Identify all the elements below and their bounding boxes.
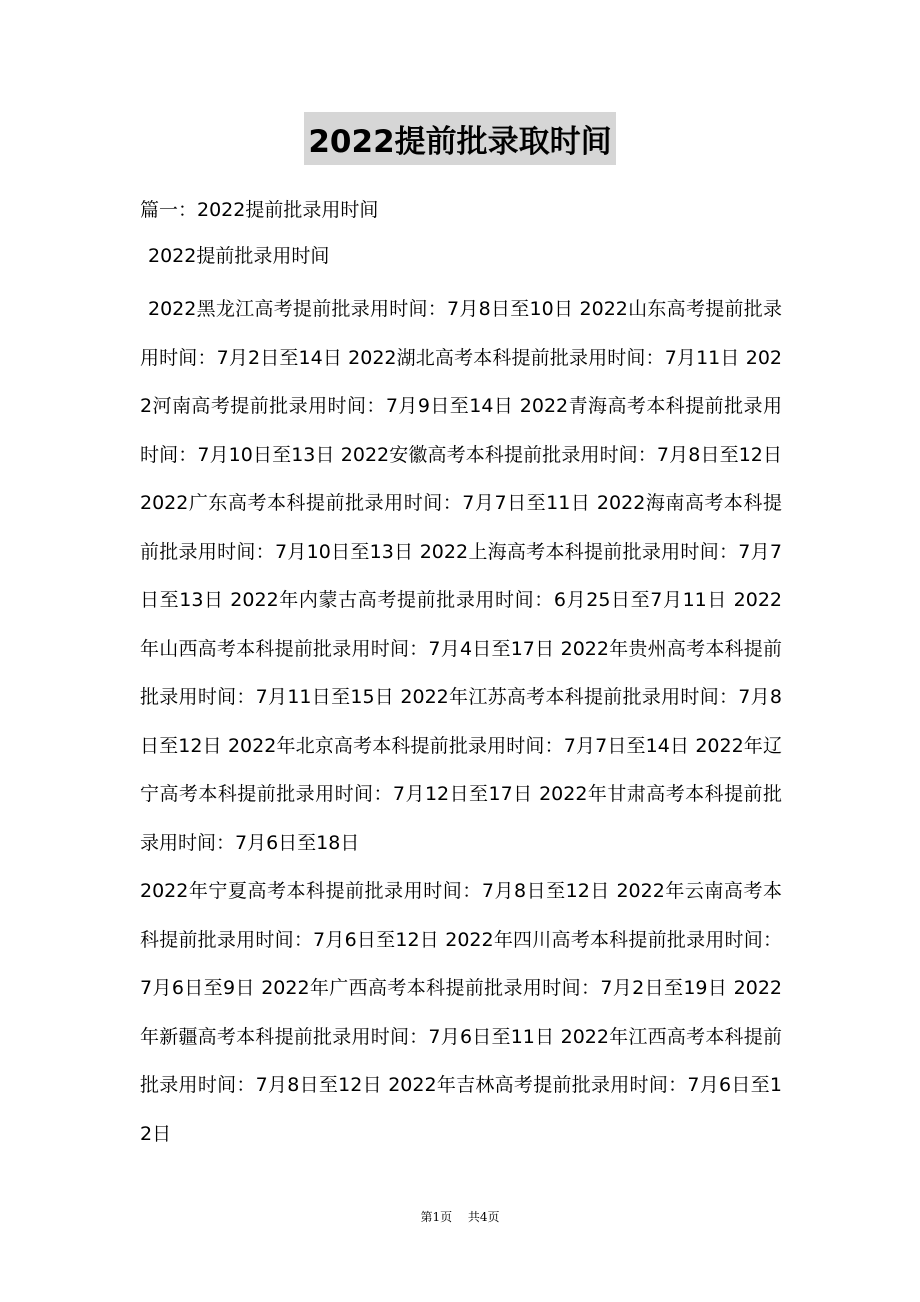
page-number: 第1页: [420, 1210, 453, 1224]
page-total: 共4页: [467, 1210, 500, 1224]
document-title: 2022提前批录取时间: [304, 112, 615, 165]
paragraph: 2022黑龙江高考提前批录用时间：7月8日至10日 2022山东高考提前批录用时间：7月2日至14日 2022湖北高考本科提前批录用时间：7月11日 2022河南高考提前批录用时间：7月9日至14日 2022青海高考本科提前批录用时间：7月10日至13日 2022安徽高考本科提前批录用时间：7月8日至12日 2022广东高考本科提前批录用时间：7月7日至11日 2022海南高考本科提前批录用时间：7月10日至13日 2022上海高考本科提前批录用时间：7月7日至13日 2022年内蒙古高考提前批录用时间：6月25日至7月11日 2022年山西高考本科提前批录用时间：7月4日至17日 2022年贵州高考本科提前批录用时间：7月11日至15日 2022年江苏高考本科提前批录用时间：7月8日至12日 2022年北京高考本科提前批录用时间：7月7日至14日 2022年辽宁高考本科提前批录用时间：7月12日至17日 2022年甘肃高考本科提前批录用时间：7月6日至18日: [140, 298, 782, 854]
page-footer: [0, 1208, 920, 1225]
body-text: [140, 285, 782, 1158]
paragraph: 2022年宁夏高考本科提前批录用时间：7月8日至12日 2022年云南高考本科提前批录用时间：7月6日至12日 2022年四川高考本科提前批录用时间：7月6日至9日 2022年广西高考本科提前批录用时间：7月2日至19日 2022年新疆高考本科提前批录用时间：7月6日至11日 2022年江西高考本科提前批录用时间：7月8日至12日 2022年吉林高考提前批录用时间：7月6日至12日: [140, 880, 782, 1145]
section-subheading: 2022提前批录用时间: [148, 245, 330, 267]
document-title-block: [0, 112, 920, 165]
section-heading: 篇一：2022提前批录用时间: [140, 199, 379, 221]
